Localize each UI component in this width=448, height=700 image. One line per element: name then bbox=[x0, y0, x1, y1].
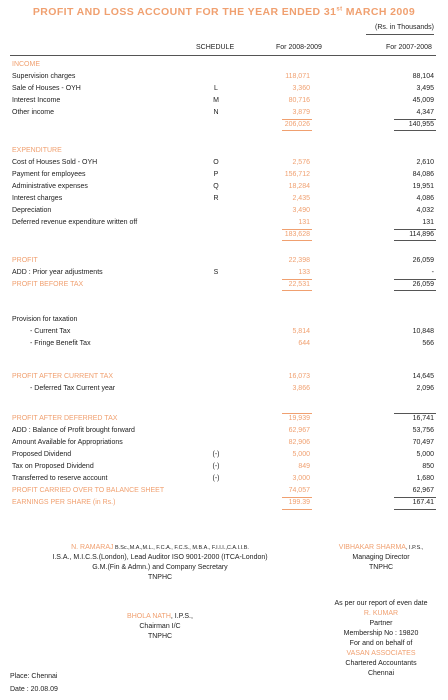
statement-row bbox=[0, 414, 448, 424]
row-previous-year: 2,096 bbox=[416, 385, 434, 392]
subtotal-rule bbox=[394, 413, 436, 414]
subtotal-rule bbox=[394, 119, 436, 120]
row-previous-year: 850 bbox=[422, 463, 434, 470]
row-label: Amount Available for Appropriations bbox=[12, 439, 123, 446]
total-rule bbox=[282, 240, 312, 241]
row-previous-year: 62,967 bbox=[412, 487, 434, 494]
row-label: EARNINGS PER SHARE (in Rs.) bbox=[12, 499, 116, 506]
row-current-year: 644 bbox=[298, 340, 310, 347]
statement-row bbox=[0, 450, 448, 460]
row-label: Sale of Houses - OYH bbox=[12, 85, 81, 92]
statement-row bbox=[0, 474, 448, 484]
row-schedule: P bbox=[213, 171, 219, 178]
statement-row bbox=[0, 339, 448, 349]
statement-row bbox=[0, 315, 448, 325]
row-label: Supervision charges bbox=[12, 73, 76, 80]
row-previous-year: 4,086 bbox=[416, 195, 434, 202]
statement-row bbox=[0, 230, 448, 240]
current-year-header: For 2008-2009 bbox=[276, 44, 322, 51]
row-schedule: Q bbox=[213, 183, 219, 190]
subtotal-rule bbox=[394, 509, 436, 510]
subtotal-rule bbox=[394, 279, 436, 280]
row-previous-year: 10,848 bbox=[412, 328, 434, 335]
previous-year-header: For 2007-2008 bbox=[386, 44, 432, 51]
date: Date : 20.08.09 bbox=[10, 686, 58, 693]
row-previous-year: 3,495 bbox=[416, 85, 434, 92]
subtotal-rule bbox=[394, 229, 436, 230]
place: Place: Chennai bbox=[10, 673, 58, 680]
row-previous-year: 14,645 bbox=[412, 373, 434, 380]
statement-row bbox=[0, 218, 448, 228]
row-previous-year: 19,951 bbox=[412, 183, 434, 190]
row-previous-year: 84,086 bbox=[412, 171, 434, 178]
statement-row bbox=[0, 120, 448, 130]
row-label: Tax on Proposed Dividend bbox=[12, 463, 94, 470]
row-current-year: 131 bbox=[298, 219, 310, 226]
row-current-year: 2,576 bbox=[292, 159, 310, 166]
auditor-signature: As per our report of even date R. KUMAR Partner Membership No : 19820 For and on behalf of VASAN ASSOCIATES Chartered Accountants Chennai bbox=[334, 600, 428, 677]
row-label: ADD : Balance of Profit brought forward bbox=[12, 427, 135, 434]
statement-row bbox=[0, 84, 448, 94]
row-schedule: L bbox=[214, 85, 218, 92]
statement-row bbox=[0, 60, 448, 70]
row-previous-year: 70,497 bbox=[412, 439, 434, 446]
row-current-year: 3,000 bbox=[292, 475, 310, 482]
row-previous-year: 88,104 bbox=[412, 73, 434, 80]
statement-row bbox=[0, 486, 448, 496]
units-note: (Rs. in Thousands) bbox=[374, 24, 434, 31]
row-current-year: 3,490 bbox=[292, 207, 310, 214]
statement-row bbox=[0, 194, 448, 204]
row-previous-year: - bbox=[431, 269, 434, 276]
row-current-year: 5,000 bbox=[292, 451, 310, 458]
row-schedule: (-) bbox=[212, 475, 220, 482]
row-previous-year: 566 bbox=[422, 340, 434, 347]
row-label: Interest charges bbox=[12, 195, 63, 202]
row-label: - Current Tax bbox=[30, 328, 71, 335]
subtotal-rule bbox=[282, 413, 312, 414]
page-title: PROFIT AND LOSS ACCOUNT FOR THE YEAR ENDED 31st MARCH 2009 bbox=[32, 6, 416, 18]
row-previous-year: 114,896 bbox=[409, 231, 434, 238]
subtotal-rule bbox=[394, 497, 436, 498]
statement-row bbox=[0, 72, 448, 82]
header-divider bbox=[10, 55, 436, 56]
signatory-md: VIBHAKAR SHARMA, I.P.S., Managing Director TNPHC bbox=[338, 544, 424, 571]
subtotal-rule bbox=[282, 509, 312, 510]
total-rule bbox=[282, 130, 312, 131]
statement-row bbox=[0, 256, 448, 266]
row-schedule: (-) bbox=[212, 451, 220, 458]
row-current-year: 849 bbox=[298, 463, 310, 470]
row-label: INCOME bbox=[12, 61, 40, 68]
row-previous-year: 5,000 bbox=[416, 451, 434, 458]
row-current-year: 206,026 bbox=[284, 121, 310, 128]
statement-row bbox=[0, 280, 448, 290]
row-previous-year: 16,741 bbox=[412, 415, 434, 422]
row-current-year: 16,073 bbox=[288, 373, 310, 380]
row-label: Deferred revenue expenditure written off bbox=[12, 219, 138, 226]
row-previous-year: 1,680 bbox=[416, 475, 434, 482]
row-label: PROFIT CARRIED OVER TO BALANCE SHEET bbox=[12, 487, 165, 494]
row-current-year: 3,879 bbox=[292, 109, 310, 116]
statement-row bbox=[0, 206, 448, 216]
subtotal-rule bbox=[282, 119, 312, 120]
row-schedule: (-) bbox=[212, 463, 220, 470]
row-current-year: 183,628 bbox=[284, 231, 310, 238]
row-previous-year: 26,059 bbox=[412, 281, 434, 288]
row-previous-year: 4,347 bbox=[416, 109, 434, 116]
row-previous-year: 140,955 bbox=[408, 121, 434, 128]
row-label: EXPENDITURE bbox=[12, 147, 62, 154]
row-label: PROFIT BEFORE TAX bbox=[12, 281, 84, 288]
row-current-year: 18,284 bbox=[288, 183, 310, 190]
row-schedule: O bbox=[213, 159, 219, 166]
schedule-header: SCHEDULE bbox=[196, 44, 235, 51]
subtotal-rule bbox=[282, 497, 312, 498]
row-current-year: 2,435 bbox=[292, 195, 310, 202]
row-label: PROFIT AFTER CURRENT TAX bbox=[12, 373, 113, 380]
row-current-year: 133 bbox=[298, 269, 310, 276]
row-previous-year: 4,032 bbox=[416, 207, 434, 214]
statement-row bbox=[0, 498, 448, 508]
row-previous-year: 2,610 bbox=[416, 159, 434, 166]
subtotal-rule bbox=[282, 279, 312, 280]
row-schedule: N bbox=[213, 109, 219, 116]
row-previous-year: 131 bbox=[422, 219, 434, 226]
total-rule bbox=[282, 290, 312, 291]
statement-row bbox=[0, 108, 448, 118]
row-label: Depreciation bbox=[12, 207, 52, 214]
statement-row bbox=[0, 146, 448, 156]
row-current-year: 3,866 bbox=[292, 385, 310, 392]
statement-row bbox=[0, 384, 448, 394]
row-label: Interest Income bbox=[12, 97, 61, 104]
row-previous-year: 167.41 bbox=[412, 499, 434, 506]
row-label: Provision for taxation bbox=[12, 316, 78, 323]
row-current-year: 22,531 bbox=[288, 281, 310, 288]
total-rule bbox=[394, 130, 436, 131]
row-previous-year: 53,756 bbox=[412, 427, 434, 434]
row-current-year: 74,057 bbox=[288, 487, 310, 494]
statement-row bbox=[0, 462, 448, 472]
row-label: - Deferred Tax Current year bbox=[30, 385, 116, 392]
row-current-year: 80,716 bbox=[288, 97, 310, 104]
statement-row bbox=[0, 170, 448, 180]
statement-row bbox=[0, 327, 448, 337]
row-schedule: R bbox=[213, 195, 219, 202]
total-rule bbox=[394, 290, 436, 291]
row-label: Other income bbox=[12, 109, 55, 116]
statement-row bbox=[0, 268, 448, 278]
statement-row bbox=[0, 438, 448, 448]
row-label: - Fringe Benefit Tax bbox=[30, 340, 91, 347]
row-current-year: 5,814 bbox=[292, 328, 310, 335]
units-divider bbox=[366, 34, 434, 35]
row-label: Transferred to reserve account bbox=[12, 475, 108, 482]
row-label: Cost of Houses Sold - OYH bbox=[12, 159, 98, 166]
statement-row bbox=[0, 182, 448, 192]
statement-row bbox=[0, 158, 448, 168]
row-previous-year: 26,059 bbox=[412, 257, 434, 264]
row-current-year: 199.39 bbox=[288, 499, 310, 506]
subtotal-rule bbox=[282, 229, 312, 230]
row-current-year: 118,071 bbox=[285, 73, 310, 80]
row-current-year: 3,360 bbox=[292, 85, 310, 92]
statement-row bbox=[0, 426, 448, 436]
row-label: Proposed Dividend bbox=[12, 451, 72, 458]
row-label: PROFIT bbox=[12, 257, 38, 264]
row-schedule: M bbox=[213, 97, 219, 104]
row-label: PROFIT AFTER DEFERRED TAX bbox=[12, 415, 118, 422]
row-label: Administrative expenses bbox=[12, 183, 88, 190]
row-current-year: 19,939 bbox=[288, 415, 310, 422]
row-label: ADD : Prior year adjustments bbox=[12, 269, 103, 276]
row-label: Payment for employees bbox=[12, 171, 86, 178]
row-current-year: 62,967 bbox=[288, 427, 310, 434]
row-current-year: 82,906 bbox=[288, 439, 310, 446]
signatory-chairman: BHOLA NATH, I.P.S., Chairman I/C TNPHC bbox=[127, 613, 193, 640]
signatory-gm: N. RAMARAJ B.Sc.,M.A.,M.L., F.C.A., F.C.S., M.B.A., F.I.I.I.,C.A.I.I.B. I.S.A., M.I.C.S.(London), Lead Auditor ISO 9001-2000 (ITCA-London) G.M.(Fin & Admn.) and Company Secretary TNPHC bbox=[52, 544, 268, 581]
statement-row bbox=[0, 96, 448, 106]
total-rule bbox=[394, 240, 436, 241]
row-previous-year: 45,009 bbox=[412, 97, 434, 104]
statement-row bbox=[0, 372, 448, 382]
row-schedule: S bbox=[213, 269, 219, 276]
row-current-year: 22,398 bbox=[288, 257, 310, 264]
row-current-year: 156,712 bbox=[284, 171, 310, 178]
